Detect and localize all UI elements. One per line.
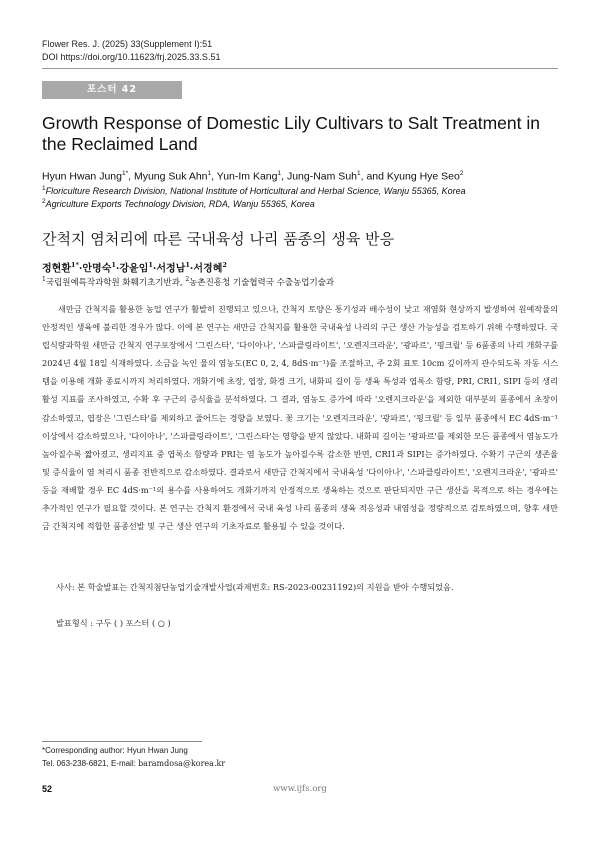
contact-prefix: Tel. 063-238-6821, E-mail:: [42, 759, 139, 768]
affiliation-mark: 2: [185, 276, 190, 283]
author-name: , and Kyung Hye Seo: [360, 170, 460, 183]
author-name: ·안명숙: [78, 263, 112, 275]
author-mark: 1: [207, 170, 212, 177]
korean-affiliations: [42, 274, 334, 289]
author-mark: 1: [148, 261, 153, 269]
footnote-rule: [42, 741, 202, 742]
author-name: , Yun-Im Kang: [211, 170, 278, 183]
author-name: , Myung Suk Ahn: [128, 170, 208, 183]
acknowledgement: 사사: 본 학술발표는 간척지첨단농업기술개발사업(과제번호: RS-2023-00231192)의 지원을 받아 수행되었음.: [56, 582, 454, 592]
author-list: [42, 167, 463, 184]
author-name: ·서정남: [152, 263, 186, 275]
affiliation-mark: 1: [42, 185, 46, 192]
korean-title: 간척지 염처리에 따른 국내육성 나리 품종의 생육 반응: [42, 230, 395, 248]
corresponding-author: *Corresponding author: Hyun Hwan Jung: [42, 746, 188, 755]
header-rule: [42, 68, 558, 69]
author-name: ·서경혜: [189, 263, 223, 275]
affiliation-text: Agriculture Exports Technology Division, RDA, Wanju 55365, Korea: [45, 199, 315, 209]
affiliation-text: 국립원예특작과학원 화훼기초기반과,: [45, 277, 186, 288]
affiliation-2: [42, 196, 315, 210]
author-mark: 1: [111, 261, 116, 269]
author-name: 정현환: [42, 263, 71, 275]
author-name: Hyun Hwan Jung: [42, 170, 122, 183]
journal-website[interactable]: www.ijfs.org: [273, 784, 327, 794]
journal-citation: Flower Res. J. (2025) 33(Supplement I):51: [42, 39, 213, 49]
author-mark: 1*: [70, 261, 79, 269]
author-name: ·강윤임: [115, 263, 149, 275]
affiliation-text: Floriculture Research Division, National Institute of Horticultural and Herbal Science, Wanju 55365, Korea: [45, 186, 466, 196]
doi-link[interactable]: DOI https://doi.org/10.11623/frj.2025.33.S.51: [42, 52, 221, 62]
section-tag: 포스터 42: [42, 81, 182, 99]
email-link[interactable]: baramdosa@korea.kr: [138, 759, 226, 768]
author-mark: 1*: [121, 170, 129, 177]
paper-title: Growth Response of Domestic Lily Cultivars to Salt Treatment in the Reclaimed Land: [42, 113, 540, 154]
author-mark: 1: [277, 170, 282, 177]
presentation-format: 발표형식 : 구두 ( ) 포스터 ( ○ ): [56, 618, 171, 628]
author-mark: 1: [185, 261, 190, 269]
author-mark: 2: [222, 261, 227, 269]
affiliation-mark: 1: [42, 276, 46, 283]
abstract-body: 새만금 간척지를 활용한 농업 연구가 활발히 진행되고 있으나, 간척지 토양은 통기성과 배수성이 낮고 재염화 현상까지 발생하여 원예작물의 안정적인 생육에 불리한 경우가 많다. 이에 본 연구는 새만금 간척지를 활용한 국내육성 나리의 구근 생산 가능성을 검토하기 위해 수행하였다. 국립식량과학원 새만금 간척지 연구포장에서 '그린스타', '다이아나', '스파클링라이트', '오렌지크라운', '광파르', '핑크릴' 등 6품종의 나리 개화구를 2024년 4월 18일 식재하였다. 소금을 녹인 물의 염농도(EC 0, 2, 4, 8dS·m⁻¹)를 조절하고, 주 2회 표토 10cm 깊이까지 관수되도록 자동 시스템을 이용해 개화 종료시까지 처리하였다. 개화기에 초장, 엽장, 화경 크기, 내화피 길이 등 생육 특성과 엽록소 함량, PRI, CRI1, SIPI 등의 생리 활성 지표를 조사하였고, 수확 후 구근의 증식율을 분석하였다. 그 결과, 염농도 증가에 따라 '오렌지크라운'을 제외한 대부분의 품종에서 초장이 감소하였고, 엽장은 '그린스타'를 제외하고 줄어드는 경향을 보였다. 꽃 크기는 '오렌지크라운', '광파르', '핑크릴' 등 일부 품종에서 EC 4dS·m⁻¹ 이상에서 감소하였으나, '다이아나', '스파클링라이트', '그린스타'는 영향을 받지 않았다. 내화피 길이는 '광파르'를 제외한 모든 품종에서 염농도가 높아질수록 짧아졌고, 생리지표 중 엽록소 함량과 PRI는 염 농도가 높아질수록 감소한 반면, CRI1과 SIPI는 증가하였다. 수확기 구근의 생존율 및 증식율이 염 처리시 품종 전반적으로 감소하였다. 결과로서 새만금 간척지에서 국내육성 '다이아나', '스파클링라이트', '오렌지크라운', '광파르' 등을 재배할 경우 EC 4dS·m⁻¹의 용수를 사용하여도 개화기까지 안정적으로 생육하는 것으로 판단되지만 구근 생산을 목적으로 하는 경우에는 추가적인 연구가 필요할 것이다. 본 연구는 간척지 환경에서 국내 육성 나리 품종의 생육 적응성과 내염성을 정량적으로 검토하였으며, 향후 새만금 간척지에 적합한 품종선발 및 구근 생산 연구의 기초자료로 활용될 수 있을 것이다.: [42, 304, 558, 532]
affiliation-1: [42, 183, 466, 197]
author-name: , Jung-Nam Suh: [281, 170, 357, 183]
author-mark: 1: [357, 170, 361, 177]
affiliation-mark: 2: [42, 198, 46, 205]
page-number: 52: [42, 784, 53, 794]
author-mark: 2: [459, 170, 464, 177]
journal-header: [42, 38, 220, 64]
contact-info: [42, 758, 225, 769]
affiliation-text: 농촌진흥청 기술협력국 수출농업기술과: [189, 277, 335, 288]
